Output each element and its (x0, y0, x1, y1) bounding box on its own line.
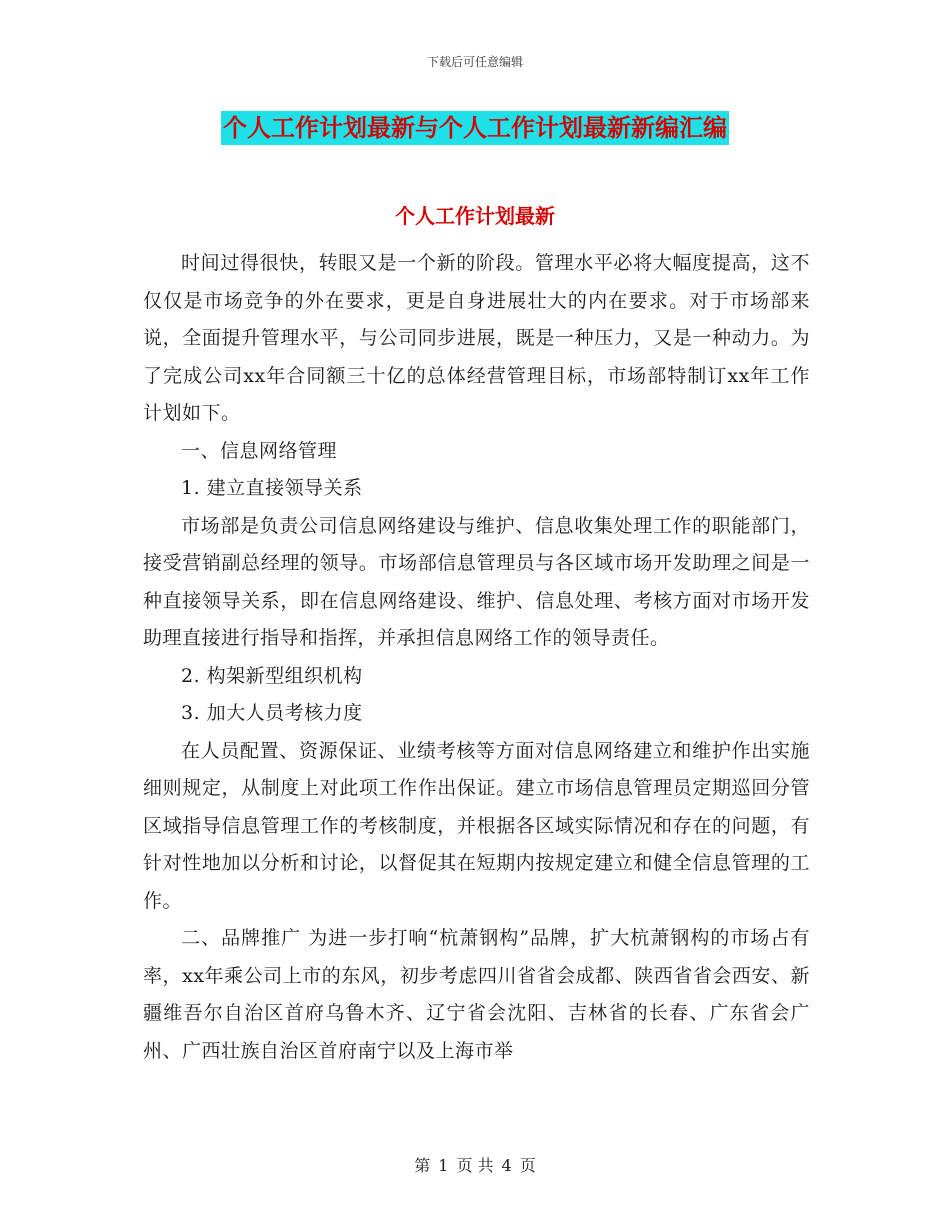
subheading-assessment: 3. 加大人员考核力度 (181, 702, 363, 724)
subheading-organization: 2. 构架新型组织机构 (181, 664, 363, 687)
heading-info-network: 一、信息网络管理 (181, 439, 338, 462)
page-header-note: 下载后可任意编辑 (426, 55, 523, 69)
paragraph-brand-promotion: 二、品牌推广 为进一步打响“杭萧钢构”品牌，扩大杭萧钢构的市场占有率，xx年乘公司上市的东风，初步考虑四川省省会成都、陕西省省会西安、新疆维吾尔自治区首府乌鲁木齐、辽宁省会沈阳、吉林省的长春、广东省会广州、广西壮族自治区首府南宁以及上海市举 (143, 927, 810, 1062)
paragraph-market-dept: 市场部是负责公司信息网络建设与维护、信息收集处理工作的职能部门，接受营销副总经理的领导。市场部信息管理员与各区域市场开发助理之间是一种直接领导关系，即在信息网络建设、维护、信息处理、考核方面对市场开发助理直接进行指导和指挥，并承担信息网络工作的领导责任。 (143, 514, 810, 649)
subheading-leadership: 1. 建立直接领导关系 (181, 477, 363, 499)
section-title: 个人工作计划最新 (395, 204, 555, 228)
footer-mid: 页 共 (456, 1156, 494, 1175)
document-title: 个人工作计划最新与个人工作计划最新新编汇编 (221, 111, 729, 145)
footer-prefix: 第 (414, 1156, 431, 1175)
page-footer (0, 1153, 950, 1176)
footer-suffix: 页 (519, 1156, 536, 1175)
document-title-wrapper (0, 111, 950, 145)
footer-total-pages: 4 (501, 1156, 512, 1175)
footer-page-number: 1 (438, 1156, 449, 1175)
document-body (143, 245, 810, 1070)
paragraph-staffing: 在人员配置、资源保证、业绩考核等方面对信息网络建立和维护作出实施细则规定，从制度上对此项工作作出保证。建立市场信息管理员定期巡回分管区域指导信息管理工作的考核制度，并根据各区域实际情况和存在的问题，有针对性地加以分析和讨论，以督促其在短期内按规定建立和健全信息管理的工作。 (143, 739, 810, 912)
paragraph-intro: 时间过得很快，转眼又是一个新的阶段。管理水平必将大幅度提高，这不仅仅是市场竞争的外在要求，更是自身进展壮大的内在要求。对于市场部来说，全面提升管理水平，与公司同步进展，既是一种压力，又是一种动力。为了完成公司xx年合同额三十亿的总体经营管理目标，市场部特制订xx年工作计划如下。 (143, 252, 810, 424)
